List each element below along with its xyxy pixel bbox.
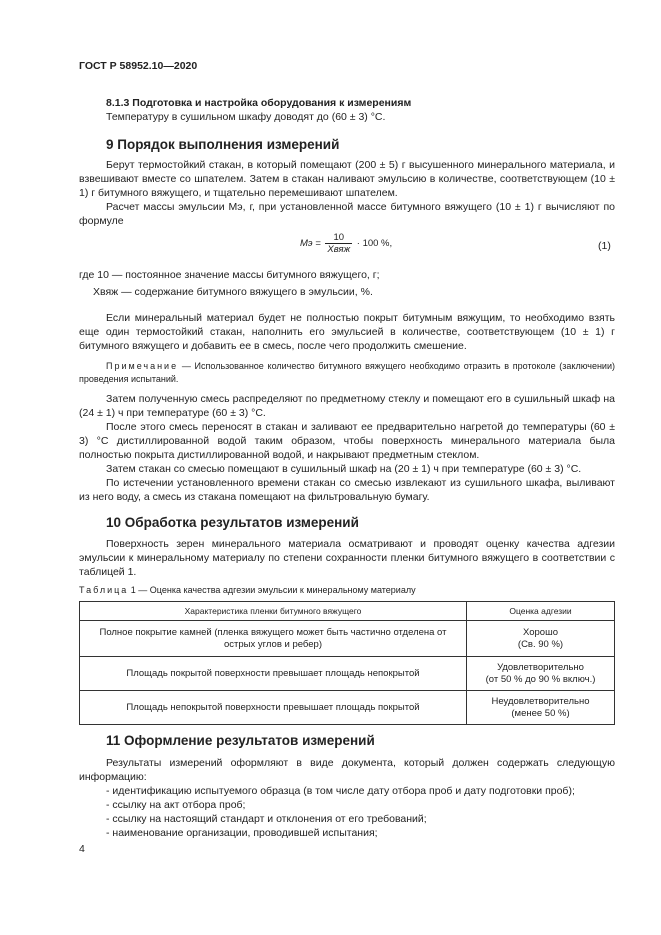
grade: Хорошо: [523, 626, 558, 638]
table-header-row: [80, 602, 615, 621]
paragraph: Затем стакан со смесью помещают в сушильный шкаф на (20 ± 1) ч при температуре (60 ± 3) °С.: [106, 463, 582, 475]
table-header: Оценка адгезии: [467, 602, 615, 621]
table-caption: [79, 584, 615, 597]
grade-range: (Св. 90 %): [517, 638, 564, 650]
section-10-title: 10 Обработка результатов измерений: [106, 515, 359, 530]
subsection-title: 8.1.3 Подготовка и настройка оборудования к измерениям: [106, 97, 412, 109]
list-item: - ссылку на настоящий стандарт и отклонения от его требований;: [106, 813, 427, 825]
section-9-body: [79, 158, 615, 228]
grade-range: (менее 50 %): [511, 707, 570, 719]
table-cell: Площадь непокрытой поверхности превышает площадь покрытой: [80, 691, 467, 725]
grade: Удовлетворительно: [497, 661, 584, 673]
note-text: — Использованное количество битумного вяжущего необходимо отразить в протоколе (заключении) проведения испытаний.: [79, 361, 615, 384]
table-row: [80, 657, 615, 691]
paragraph: Результаты измерений оформляют в виде документа, который должен содержать следующую информацию:: [79, 757, 615, 783]
page-number: 4: [79, 843, 85, 855]
formula-number: (1): [598, 240, 611, 252]
section-10-body: [79, 537, 615, 579]
paragraph: Расчет массы эмульсии Mэ, г, при установленной массе битумного вяжущего (10 ± 1) г вычисляют по формуле: [79, 201, 615, 227]
grade-range: (от 50 % до 90 % включ.): [485, 673, 596, 685]
formula-1: [300, 232, 392, 255]
section-8-1-3: [79, 96, 615, 124]
paragraph: После этого смесь переносят в стакан и заливают ее предварительно нагретой до температуры (60 ± 3) °С дистиллированной водой таким образом, чтобы поверхность минерального материала была полностью покрыта дистиллированной водой, и накрывают предметным стеклом.: [79, 421, 615, 461]
table-caption-text: 1 — Оценка качества адгезии эмульсии к минеральному материалу: [128, 585, 416, 595]
paragraph: Температуру в сушильном шкафу доводят до (60 ± 3) °С.: [106, 111, 386, 123]
table-cell: [467, 657, 615, 691]
table-cell: Площадь покрытой поверхности превышает площадь непокрытой: [80, 657, 467, 691]
table-row: [80, 691, 615, 725]
section-9-title: 9 Порядок выполнения измерений: [106, 137, 340, 152]
paragraph: Поверхность зерен минерального материала осматривают и проводят оценку качества адгезии эмульсии к минеральному материалу по степени сохранности пленки битумного вяжущего в соответствии с таблицей 1.: [79, 538, 615, 578]
paragraph: По истечении установленного времени стакан со смесью извлекают из сушильного шкафа, выливают из него воду, а смесь из стакана помещают на фильтровальную бумагу.: [79, 477, 615, 503]
note: [79, 360, 615, 386]
paragraph: Затем полученную смесь распределяют по предметному стеклу и помещают его в сушильный шкаф на (24 ± 1) ч при температуре (60 ± 3) °С.: [79, 393, 615, 419]
list-item: - наименование организации, проводившей испытания;: [106, 827, 378, 839]
section-11-title: 11 Оформление результатов измерений: [106, 733, 375, 748]
standard-number: ГОСТ Р 58952.10—2020: [79, 60, 198, 72]
paragraph: Если минеральный материал будет не полностью покрыт битумным вяжущим, то необходимо взять еще один термостойкий стакан, наполнить его эмульсией в количестве, соответствующем (10 ± 1) г битумного вяжущего и добавить ее в смесь, после чего продолжить смешение.: [79, 312, 615, 352]
formula-numerator: 10: [325, 232, 352, 244]
formula-rhs: · 100 %,: [356, 238, 393, 250]
formula-fraction: [325, 232, 352, 255]
legend-line: Xвяж — содержание битумного вяжущего в эмульсии, %.: [93, 286, 373, 298]
list-item: - ссылку на акт отбора проб;: [106, 799, 246, 811]
table-row: [80, 621, 615, 657]
table-cell: Полное покрытие камней (пленка вяжущего может быть частично отделена от острых углов и ребер): [80, 621, 467, 657]
formula-denominator: Xвяж: [327, 244, 351, 255]
table-cell: [467, 621, 615, 657]
table-header: Характеристика пленки битумного вяжущего: [80, 602, 467, 621]
adhesion-table: [79, 601, 615, 725]
table-cell: [467, 691, 615, 725]
grade: Неудовлетворительно: [491, 695, 590, 707]
paragraph: Берут термостойкий стакан, в который помещают (200 ± 5) г высушенного минерального материала, и взвешивают вместе со шпателем. Затем в стакан наливают эмульсию в количестве, соответствующем (10 ± 1) г битумного вяжущего, и тщательно перемешивают шпателем.: [79, 159, 615, 199]
section-11-body: [79, 756, 615, 840]
table-label: Таблица: [79, 585, 129, 595]
formula-lhs: Mэ =: [300, 238, 321, 250]
requirements-list: [79, 784, 615, 840]
section-9-body-2: [79, 311, 615, 504]
formula-legend: [79, 268, 615, 299]
list-item: - идентификацию испытуемого образца (в том числе дату отбора проб и дату подготовки проб);: [106, 785, 575, 797]
legend-line: где 10 — постоянное значение массы битумного вяжущего, г;: [79, 269, 380, 281]
note-label: Примечание: [106, 361, 179, 371]
